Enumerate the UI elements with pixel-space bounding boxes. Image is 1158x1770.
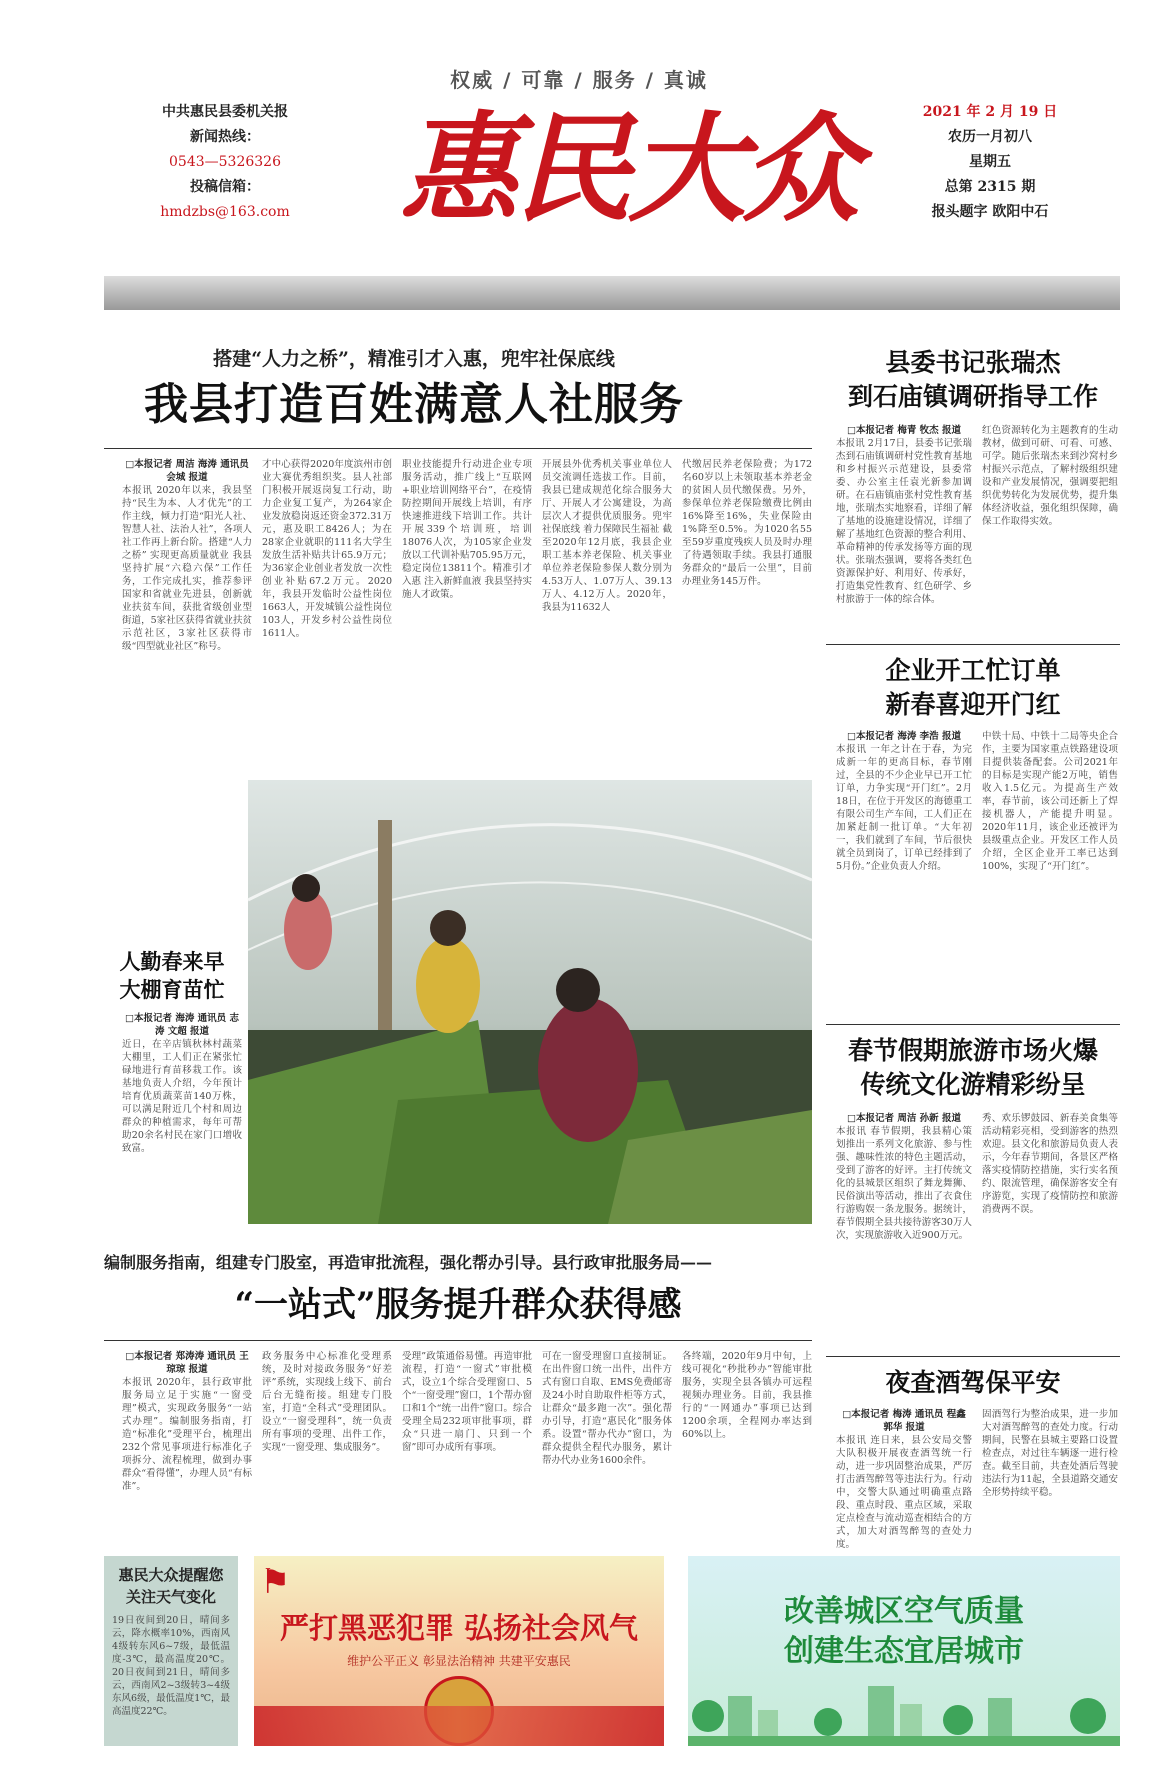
lead-columns [122, 458, 812, 758]
issue-date: 2021 年 2 月 19 日 [922, 104, 1058, 120]
service-col-3: 受理”政策通俗易懂。再造审批流程，打造“一窗式”审批模式，设立1个综合受理窗口、5个“一窗受理”窗口，1个帮办窗口和1个“统一出件”窗口。综合受理全局232项审批事项，群众“只进一扇门、只到一个窗”即可办成所有事项。 [402, 1351, 532, 1453]
photo-story-body: 近日，在辛店镇秋林村蔬菜大棚里，工人们正在紧张忙碌地进行育苗移栽工作。该基地负责人介绍，今年预计培育优质蔬菜苗140万株，可以满足附近几个村和周边群众的种植需求，每年可帮助20余名村民在家门口增收致富。 [122, 1039, 242, 1154]
header-left [150, 100, 300, 225]
service-col-5: 各终端，2020年9月中旬，上线可视化“秒批秒办”智能审批服务，实现全县各镇办可远程视频办理业务。目前，我县推行的“一网通办”事项已达到1200余项，全程网办率达到60%以上。 [682, 1351, 812, 1440]
side2-headline-line1: 企业开工忙订单 [885, 656, 1061, 685]
weather-text: 19日夜间到20日，晴间多云，降水概率10%，西南风4级转东风6~7级，最低温度-3℃，最高温度20℃。20日夜间到21日，晴间多云，西南风2~3级转3~4级东风6级，最低温度1℃，最高温度22℃。 [112, 1615, 230, 1717]
slogan: 权威 / 可靠 / 服务 / 真诚 [450, 68, 708, 92]
weather-box [104, 1556, 238, 1746]
header-right [920, 100, 1060, 225]
side3-col-1-text: 本报讯 春节假期，我县精心策划推出一系列文化旅游、参与性强、趣味性浓的特色主题活动，受到了游客的好评。主打传统文化的县城景区组织了舞龙舞狮、民俗演出等活动，推出了衣食住行游购娱一条龙服务。据统计，春节假期全县共接待游客30万人次，实现旅游收入近900万元。 [836, 1126, 972, 1241]
lead-col-2: 才中心获得2020年度滨州市创业大赛优秀组织奖。县人社部门积极开展返岗复工行动，助力企业复工复产，为264家企业发放稳岗返还资金372.31万元，惠及职工8426人；为在28家企业就职的111名大学生发放生活补贴共计65.9万元；为36家企业创业者发放一次性创业补贴67.2万元。2020年，我县开发临时公益性岗位1663人，开发城镇公益性岗位103人，开发乡村公益性岗位1611人。 [262, 459, 392, 639]
side3-headline-line2: 传统文化游精彩纷呈 [860, 1070, 1086, 1099]
side4-col-1-text: 本报讯 连日来，县公安局交警大队积极开展夜查酒驾统一行动，进一步巩固整治成果，严厉打击酒驾醉驾等违法行为。行动中，交警大队通过明确重点路段、重点时段、重点区域，采取定点检查与流动巡查相结合的方式，加大对酒驾醉驾的查处力度。 [836, 1435, 972, 1550]
lead-kicker: 搭建“人力之桥”，精准引才入惠，兜牢社保底线 [213, 348, 615, 370]
side1-headline [826, 346, 1120, 414]
ad1-main-text: 严打黑恶犯罪 弘扬社会风气 [279, 1611, 639, 1645]
side4-byline: □本报记者 梅涛 通讯员 程鑫 郭华 报道 [842, 1409, 966, 1433]
lead-headline: 我县打造百姓满意人社服务 [144, 379, 684, 430]
lead-byline: □本报记者 周洁 海涛 通讯员 会城 报道 [125, 459, 249, 483]
anti-crime-banner [254, 1556, 664, 1746]
service-rule [104, 1340, 812, 1341]
side4-columns [836, 1408, 1118, 1550]
ad2-line2: 创建生态宜居城市 [784, 1634, 1024, 1669]
side3-col-1 [836, 1112, 972, 1348]
service-col-4: 可在一窗受理窗口直接制证。在出件窗口统一出件，出件方式有窗口自取、EMS免费邮寄及24小时自助取件柜等方式，让群众“最多跑一次”。强化帮办引导，打造“惠民化”服务体系。设置“帮办代办”窗口，为群众提供全程代办服务，累计帮办代办业务1600余件。 [542, 1351, 672, 1466]
side4-col-1 [836, 1408, 972, 1550]
side3-rule [826, 1356, 1120, 1357]
side3-headline [826, 1034, 1120, 1102]
side2-col-1 [836, 730, 972, 1012]
ad2-line1: 改善城区空气质量 [784, 1594, 1024, 1629]
weather-title: 惠民大众提醒您 关注天气变化 [118, 1566, 224, 1606]
side1-headline-line1: 县委书记张瑞杰 [885, 348, 1061, 377]
lunar-date: 农历一月初八 [948, 129, 1032, 145]
service-byline: □本报记者 郑涛涛 通讯员 王琼琼 报道 [125, 1351, 249, 1375]
service-col-2: 政务服务中心标准化受理系统，及时对接政务服务“好差评”系统，实现线上线下、前台后台无缝衔接。组建专门股室，打造“全科式”受理团队。设立“一窗受理科”，统一负责所有事项的受理、出件工作，实现“一窗受理、集成服务”。 [262, 1351, 392, 1453]
city-skyline-icon [688, 1676, 1120, 1746]
photo-story-headline-line2: 大棚育苗忙 [119, 977, 225, 1002]
side2-headline-line2: 新春喜迎开门红 [885, 690, 1061, 719]
lead-col-1 [122, 458, 252, 758]
email-address[interactable]: hmdzbs@163.com [160, 204, 290, 220]
service-col-1-text: 本报讯 2020年，县行政审批服务局立足于实施“一窗受理”模式，实现政务服务“一站式办理”。编制服务指南，打造“标准化”受理平台，梳理出232个常见事项进行标准化子项拆分、流程梳理，做到办事群众“看得懂”，办理人员“有标准”。 [122, 1377, 252, 1492]
greenhouse-photo-art [248, 780, 812, 1224]
header-band [104, 276, 1120, 310]
org-name: 中共惠民县委机关报 [162, 104, 288, 120]
lead-col-4: 开展县外优秀机关事业单位人员交流调任选拔工作。目前，我县已建成规范化综合服务大厅、开展人才公寓建设，为高层次人才提供优质服务。兜牢社保底线 着力保障民生福祉 截至2020年12月底，我县企业职工基本养老保险、机关事业单位养老保险参保人数分别为4.53万人、1.07万人、39.13万人、4.12万人。2020年，我县为11632人 [542, 459, 672, 613]
side1-byline: □本报记者 梅青 牧杰 报道 [847, 425, 961, 436]
side2-col-2: 中铁十局、中铁十二局等央企合作，主要为国家重点铁路建设项目提供装备配套。公司2021年的目标是实现产能2万吨，销售收入1.5亿元。为提高生产效率，春节前，该公司还新上了焊接机器人，产能提升明显。2020年11月，该企业还被评为县级重点企业。开发区工作人员介绍，全区企业开工率已达到100%，实现了“开门红”。 [982, 731, 1118, 872]
ad2-text [688, 1592, 1120, 1672]
service-kicker: 编制服务指南，组建专门股室，再造审批流程，强化帮办引导。县行政审批服务局—— [104, 1253, 713, 1272]
side2-rule [826, 1024, 1120, 1025]
side2-columns [836, 730, 1118, 1012]
email-label: 投稿信箱： [190, 179, 260, 195]
calligraphy-credit: 报头题字 欧阳中石 [931, 204, 1049, 220]
photo-story-headline-line1: 人勤春来早 [119, 949, 225, 974]
side2-headline [826, 654, 1120, 722]
issue-number: 总第 2315 期 [944, 179, 1036, 195]
side3-col-2: 秀、欢乐锣鼓园、新春美食集等活动精彩亮相，受到游客的热烈欢迎。县文化和旅游局负责人表示，今年春节期间，各景区严格落实疫情防控措施，实行实名预约、限流管理，确保游客安全有序游览，实现了疫情防控和旅游消费两不误。 [982, 1113, 1118, 1215]
lead-col-3: 职业技能提升行动进企业专项服务活动，推广线上“互联网+职业培训网络平台”，在疫情防控期间开展线上培训，有序快速推进线下培训工作。共计开展339个培训班，培训18076人次，为105家企业发放以工代训补贴705.95万元，稳定岗位13811个。精准引才入惠 注入新鲜血液 我县坚持实施人才政策。 [402, 459, 532, 600]
weekday: 星期五 [969, 154, 1011, 170]
service-columns [122, 1350, 812, 1536]
photo-story-text [122, 1012, 242, 1224]
side4-headline: 夜查酒驾保平安 [885, 1368, 1061, 1397]
photo-story-byline: □本报记者 海涛 通讯员 志涛 文超 报道 [125, 1013, 239, 1037]
side1-col-1 [836, 424, 972, 634]
side1-headline-line2: 到石庙镇调研指导工作 [847, 382, 1098, 411]
hotline-label: 新闻热线： [190, 129, 260, 145]
side1-col-1-text: 本报讯 2月17日，县委书记张瑞杰到石庙镇调研村党性教育基地和乡村振兴示范建设，县委常委、办公室主任袁光新参加调研。在石庙镇庙张村党性教育基地，张瑞杰实地察看，详细了解了基地的设施建设情况，详细了解了基地红色资源的整合利用、革命精神的传承发扬等方面的现状。张瑞杰强调，要将各类红色资源保护好、利用好、传承好，打造集党性教育、红色研学、乡村旅游于一体的综合体。 [836, 438, 972, 605]
air-quality-banner [688, 1556, 1120, 1746]
flag-icon: ⚑ [260, 1562, 291, 1602]
side2-byline: □本报记者 海涛 李浩 报道 [847, 731, 961, 742]
side1-rule [826, 644, 1120, 645]
service-col-1 [122, 1350, 252, 1536]
lead-col-1-text: 本报讯 2020年以来，我县坚持“民生为本、人才优先”的工作主线，倾力打造“阳光人社、智慧人社、法治人社”，各项人社工作再上新台阶。搭建“人力之桥” 实现更高质量就业 我县坚持扩展“六稳六保”工作任务，工作完成扎实，推荐参评国家和省就业先进县，创新就业扶贫车间，获批省级创业型街道，5家社区获得省就业扶贫示范社区，3家社区获得市级“四型就业社区”称号。 [122, 485, 252, 652]
side1-col-2: 红色资源转化为主题教育的生动教材，做到可研、可看、可感、可学。随后张瑞杰来到沙窝村乡村振兴示范点，了解村级组织建设和产业发展情况，强调要把组织优势转化为发展优势，提升集体经济收益，强化组织保障，确保工作取得实效。 [982, 425, 1118, 527]
lead-col-5: 代缴居民养老保险费；为172名60岁以上未领取基本养老金的贫困人员代缴保费。另外，参保单位养老保险缴费比例由16%降至16%，失业保险由1%降至0.5%。为1020名55至59岁重度残疾人员及时办理了待遇领取手续。我县打通服务群众的“最后一公里”，目前办理业务145万件。 [682, 459, 812, 587]
greenhouse-photo [248, 780, 812, 1224]
side2-col-1-text: 本报讯 一年之计在于春，为完成新一年的更高目标，春节刚过，全县的不少企业早已开工忙订单，力争实现“开门红”。2月18日，在位于开发区的海德重工有限公司生产车间，工人们正在加紧赶制一批订单。“大年初一，我们就到了车间，节后很快就全员到岗了，订单已经排到了5月份。”企业负责人介绍。 [836, 744, 972, 872]
hotline-number: 0543—5326326 [169, 154, 281, 170]
side3-byline: □本报记者 周洁 孙新 报道 [847, 1113, 961, 1124]
lead-rule [104, 448, 812, 449]
ad1-bottom-band [254, 1706, 664, 1746]
service-headline: “一站式”服务提升群众获得感 [234, 1285, 682, 1325]
side3-columns [836, 1112, 1118, 1348]
ad1-sub-text: 维护公平正义 彰显法治精神 共建平安惠民 [347, 1654, 571, 1668]
side4-col-2: 固酒驾行为整治成果，进一步加大对酒驾醉驾的查处力度。行动期间，民警在县城主要路口设置检查点，对过往车辆逐一进行检查。截至目前，共查处酒后驾驶违法行为11起，全县道路交通安全形势持续平稳。 [982, 1409, 1118, 1498]
side3-headline-line1: 春节假期旅游市场火爆 [847, 1036, 1098, 1065]
side1-columns [836, 424, 1118, 634]
photo-story-headline [104, 948, 240, 1004]
masthead-logo: 惠民大众 [400, 99, 857, 238]
